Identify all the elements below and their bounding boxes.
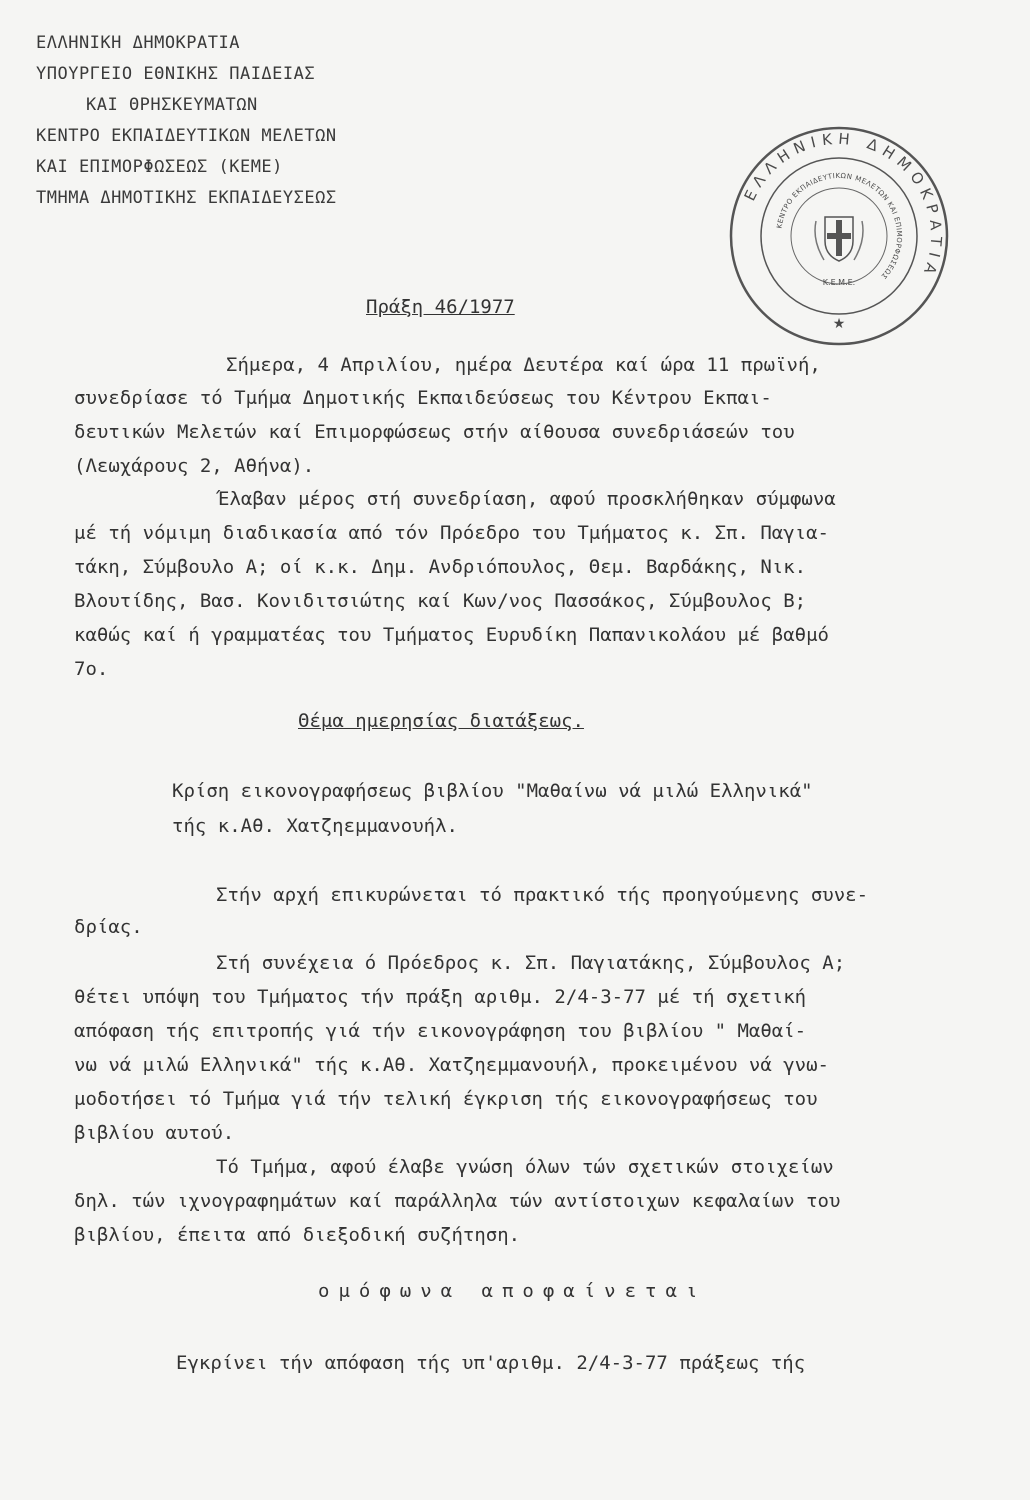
unanimous-decision-heading: ομόφωνα αποφαίνεται: [318, 1280, 707, 1302]
agenda-title: Θέμα ημερησίας διατάξεως.: [298, 710, 584, 732]
text-line: απόφαση τής επιτροπής γιά τήν εικονογράφηση του βιβλίου " Μαθαί-: [74, 1020, 807, 1042]
page-title: Πράξη 46/1977: [366, 296, 515, 318]
official-seal: [728, 125, 950, 347]
letterhead-line: ΚΑΙ ΕΠΙΜΟΡΦΩΣΕΩΣ (ΚΕΜΕ): [36, 157, 283, 177]
text-line: βιβλίου αυτού.: [74, 1122, 235, 1144]
letterhead-line: ΚΕΝΤΡΟ ΕΚΠΑΙΔΕΥΤΙΚΩΝ ΜΕΛΕΤΩΝ: [36, 126, 337, 146]
text-line: Στήν αρχή επικυρώνεται τό πρακτικό τής προηγούμενης συνε-: [216, 884, 869, 906]
text-line: συνεδρίασε τό Τμήμα Δημοτικής Εκπαιδεύσεως του Κέντρου Εκπαι-: [74, 387, 772, 409]
text-line: βιβλίου, έπειτα από διεξοδική συζήτηση.: [74, 1224, 521, 1246]
letterhead-line: ΚΑΙ ΘΡΗΣΚΕΥΜΑΤΩΝ: [86, 95, 258, 115]
text-line: δρίας.: [74, 916, 143, 938]
text-line: Σήμερα, 4 Απριλίου, ημέρα Δευτέρα καί ώρα 11 πρωϊνή,: [226, 354, 821, 376]
text-line: τάκη, Σύμβουλο Α; οί κ.κ. Δημ. Ανδριόπουλος, Θεμ. Βαρδάκης, Νικ.: [74, 556, 807, 578]
letterhead-line: ΕΛΛΗΝΙΚΗ ΔΗΜΟΚΡΑΤΙΑ: [36, 33, 240, 53]
text-line: καθώς καί ή γραμματέας του Τμήματος Ευρυδίκη Παπανικολάου μέ βαθμό: [74, 624, 829, 646]
text-line: Κρίση εικονογραφήσεως βιβλίου "Μαθαίνω νά μιλώ Ελληνικά": [172, 780, 813, 802]
seal-bottom-text: Κ.Ε.Μ.Ε.: [822, 278, 856, 287]
text-line: θέτει υπόψη του Τμήματος τήν πράξη αριθμ. 2/4-3-77 μέ τή σχετική: [74, 986, 807, 1008]
seal-inner-text: ΚΕΝΤΡΟ ΕΚΠΑΙΔΕΥΤΙΚΩΝ ΜΕΛΕΤΩΝ ΚΑΙ ΕΠΙΜΟΡΦΩΣΕΩΣ: [775, 171, 904, 281]
text-line: μοδοτήσει τό Τμήμα γιά τήν τελική έγκριση τής εικονογραφήσεως του: [74, 1088, 818, 1110]
text-line: Στή συνέχεια ό Πρόεδρος κ. Σπ. Παγιατάκης, Σύμβουλος Α;: [216, 952, 846, 974]
text-line: Βλουτίδης, Βασ. Κονιδιτσιώτης καί Κων/νος Πασσάκος, Σύμβουλος Β;: [74, 590, 807, 612]
text-line: νω νά μιλώ Ελληνικά" τής κ.Αθ. Χατζηεμμανουήλ, προκειμένου νά γνω-: [74, 1054, 829, 1076]
text-line: μέ τή νόμιμη διαδικασία από τόν Πρόεδρο του Τμήματος κ. Σπ. Παγια-: [74, 522, 829, 544]
letterhead-line: ΤΜΗΜΑ ΔΗΜΟΤΙΚΗΣ ΕΚΠΑΙΔΕΥΣΕΩΣ: [36, 188, 337, 208]
text-line: 7ο.: [74, 658, 109, 680]
text-line: Έλαβαν μέρος στή συνεδρίαση, αφού προσκλήθηκαν σύμφωνα: [218, 488, 836, 510]
decision-line: Εγκρίνει τήν απόφαση τής υπ'αριθμ. 2/4-3-77 πράξεως τής: [176, 1352, 806, 1374]
text-line: Τό Τμήμα, αφού έλαβε γνώση όλων τών σχετικών στοιχείων: [216, 1156, 834, 1178]
seal-star-icon: ★: [832, 316, 846, 332]
letterhead: [36, 28, 337, 214]
text-line: δηλ. τών ιχνογραφημάτων καί παράλληλα τών αντίστοιχων κεφαλαίων του: [74, 1190, 841, 1212]
crest-icon: [815, 217, 863, 261]
bleed-through-text: [560, 120, 571, 141]
text-line: (Λεωχάρους 2, Αθήνα).: [74, 455, 315, 477]
text-line: τής κ.Αθ. Χατζηεμμανουήλ.: [172, 815, 458, 837]
letterhead-line: ΥΠΟΥΡΓΕΙΟ ΕΘΝΙΚΗΣ ΠΑΙΔΕΙΑΣ: [36, 64, 316, 84]
seal-outer-text: ΕΛΛΗΝΙΚΗ ΔΗΜΟΚΡΑΤΙΑ: [740, 129, 946, 283]
text-line: δευτικών Μελετών καί Επιμορφώσεως στήν αίθουσα συνεδριάσεών του: [74, 421, 795, 443]
